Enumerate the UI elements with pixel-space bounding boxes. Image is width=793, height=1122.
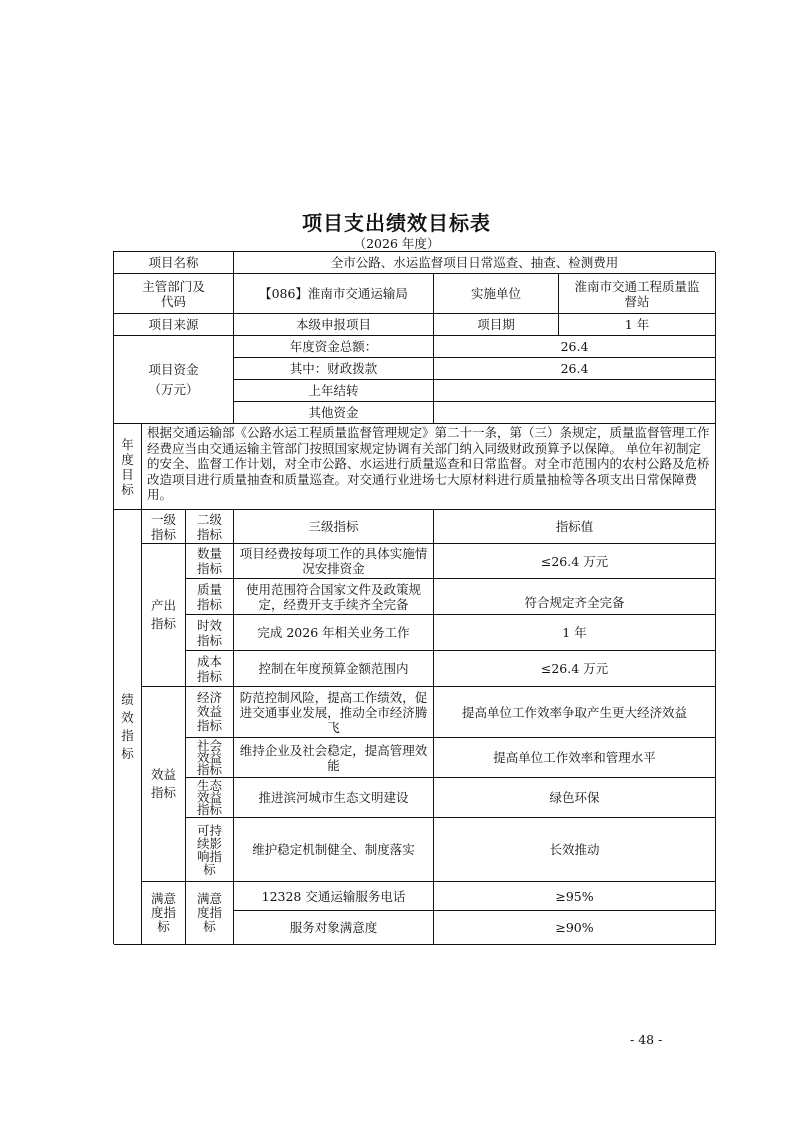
header-level1: 一级指标 — [142, 510, 186, 544]
source-value: 本级申报项目 — [234, 314, 434, 336]
output-level3: 完成 2026 年相关业务工作 — [234, 615, 434, 651]
output-level2: 成本指标 — [186, 651, 234, 687]
benefit-level3: 维护稳定机制健全、制度落实 — [234, 818, 434, 882]
benefit-level3: 推进滨河城市生态文明建设 — [234, 778, 434, 818]
output-value: ≤26.4 万元 — [434, 651, 716, 687]
benefit-level3: 维持企业及社会稳定，提高管理效能 — [234, 738, 434, 778]
output-level2: 数量指标 — [186, 544, 234, 579]
satisfaction-value: ≥95% — [434, 882, 716, 911]
output-level2: 时效指标 — [186, 615, 234, 651]
output-value: ≤26.4 万元 — [434, 544, 716, 579]
funds-total-label: 年度资金总额： — [234, 336, 434, 358]
source-label: 项目来源 — [114, 314, 234, 336]
benefit-value: 绿色环保 — [434, 778, 716, 818]
funds-total-value: 26.4 — [434, 336, 716, 358]
project-name-label: 项目名称 — [114, 252, 234, 274]
year-note: （2026 年度） — [353, 236, 440, 251]
benefit-value: 长效推动 — [434, 818, 716, 882]
benefit-value: 提高单位工作效率争取产生更大经济效益 — [434, 687, 716, 738]
funds-fiscal-value: 26.4 — [434, 358, 716, 380]
benefit-level2: 社会效益指标 — [186, 738, 234, 778]
output-level3: 项目经费按每项工作的具体实施情况安排资金 — [234, 544, 434, 579]
funds-other-label: 其他资金 — [234, 402, 434, 424]
benefit-value: 提高单位工作效率和管理水平 — [434, 738, 716, 778]
indicators-section-label: 绩效指标 — [114, 510, 142, 945]
annual-goal-text: 根据交通运输部《公路水运工程质量监督管理规定》第二十一条，第（三）条规定，质量监督管理工作经费应当由交通运输主管部门按照国家规定协调有关部门纳入同级财政预算予以保障。 单位年初制定的安全、监督工作计划，对全市公路、水运进行质量巡查和日常监督。对全市范围内的农村公路及危桥改造项目进行质量抽查和质量巡查。对交通行业进场七大原材料进行质量抽检等各项支出日常保障费用。 — [142, 424, 716, 510]
dept-label: 主管部门及代码 — [114, 274, 234, 314]
benefit-label: 效益指标 — [142, 687, 186, 882]
benefit-level2: 经济效益指标 — [186, 687, 234, 738]
page-number: - 48 - — [630, 1032, 663, 1047]
impl-label: 实施单位 — [434, 274, 559, 314]
output-value: 1 年 — [434, 615, 716, 651]
period-label: 项目期 — [434, 314, 559, 336]
funds-fiscal-label: 其中：财政拨款 — [234, 358, 434, 380]
header-level3: 三级指标 — [234, 510, 434, 544]
output-value: 符合规定齐全完备 — [434, 579, 716, 615]
output-label: 产出指标 — [142, 544, 186, 687]
benefit-level2: 生态效益指标 — [186, 778, 234, 818]
dept-value: 【086】淮南市交通运输局 — [234, 274, 434, 314]
header-level2: 二级指标 — [186, 510, 234, 544]
output-level3: 使用范围符合国家文件及政策规定，经费开支手续齐全完备 — [234, 579, 434, 615]
satisfaction-level3: 服务对象满意度 — [234, 911, 434, 945]
period-value: 1 年 — [559, 314, 716, 336]
performance-table — [113, 251, 715, 944]
page-title: 项目支出绩效目标表 — [302, 211, 491, 235]
funds-carryover-label: 上年结转 — [234, 380, 434, 402]
benefit-level3: 防范控制风险，提高工作绩效，促进交通事业发展，推动全市经济腾飞 — [234, 687, 434, 738]
satisfaction-label: 满意度指标 — [142, 882, 186, 945]
satisfaction-value: ≥90% — [434, 911, 716, 945]
funds-carryover-value — [434, 380, 716, 402]
satisfaction-level3: 12328 交通运输服务电话 — [234, 882, 434, 911]
project-name-value: 全市公路、水运监督项目日常巡查、抽查、检测费用 — [234, 252, 716, 274]
funds-other-value — [434, 402, 716, 424]
impl-value: 淮南市交通工程质量监督站 — [559, 274, 716, 314]
benefit-level2: 可持续影响指标 — [186, 818, 234, 882]
header-value: 指标值 — [434, 510, 716, 544]
output-level2: 质量指标 — [186, 579, 234, 615]
output-level3: 控制在年度预算金额范围内 — [234, 651, 434, 687]
satisfaction-level2: 满意度指标 — [186, 882, 234, 945]
annual-goal-label: 年度目标 — [114, 424, 142, 510]
funds-label: 项目资金（万元） — [114, 336, 234, 424]
